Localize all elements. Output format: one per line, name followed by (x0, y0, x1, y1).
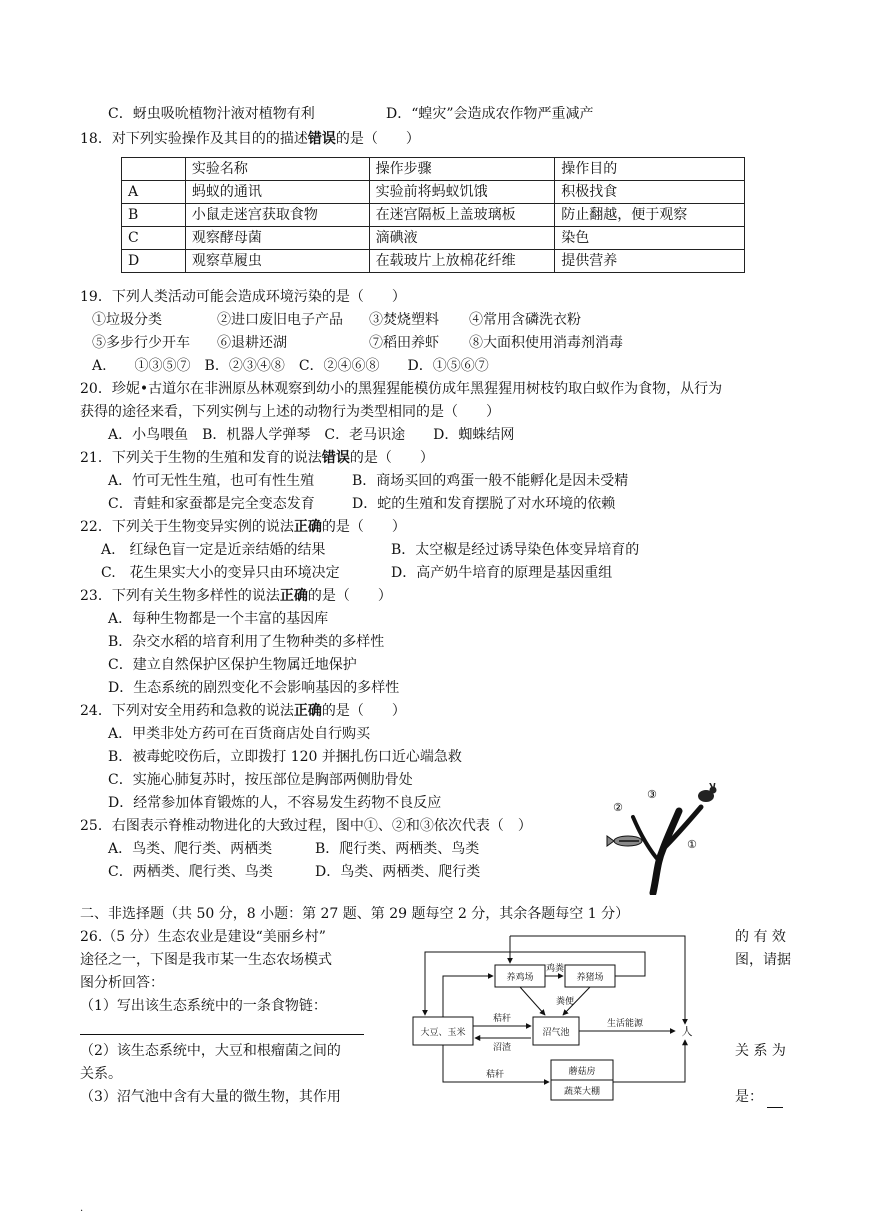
q22-option-b: B．太空椒是经过诱导染色体变异培育的 (391, 542, 640, 558)
table-cell: 在迷宫隔板上盖玻璃板 (369, 204, 555, 227)
q20-stem-line2: 获得的途径来看，下列实例与上述的动物行为类型相同的是（ ） (80, 404, 500, 420)
q24-option: A．甲类非处方药可在百货商店处自行购买 (108, 726, 371, 742)
table-cell: B (122, 204, 186, 227)
label-biogas-pit: 沼气池 (542, 1028, 570, 1038)
fish-icon (607, 836, 642, 846)
q26-line: 图分析回答： (80, 975, 164, 991)
table-cell: 观察酵母菌 (185, 227, 369, 250)
label-vegetable-greenhouse: 蔬菜大棚 (563, 1087, 601, 1097)
table-cell: 操作目的 (555, 158, 745, 181)
table-header-row (122, 158, 745, 181)
q20-options: A．小鸟喂鱼 B．机器人学弹琴 C．老马识途 D．蜘蛛结网 (108, 427, 515, 443)
q25-option-a: A．鸟类、爬行类、两栖类 (108, 841, 273, 857)
label-chicken-farm: 养鸡场 (506, 973, 534, 983)
table-row (122, 250, 745, 273)
q21-option-d: D．蛇的生殖和发育摆脱了对水环境的依赖 (352, 496, 616, 512)
q19-item: ⑧大面积使用消毒剂消毒 (469, 335, 623, 351)
label-living-energy: 生活能源 (606, 1019, 644, 1029)
label-residue: 沼渣 (492, 1043, 512, 1053)
q26-question-2: （2）该生态系统中，大豆和根瘤菌之间的 (80, 1043, 341, 1059)
q22-option-a: A. 红绿色盲一定是近亲结婚的结果 (101, 542, 326, 558)
q26-question-3: （3）沼气池中含有大量的微生物，其作用 (80, 1089, 341, 1105)
q24-stem: 24．下列对安全用药和急救的说法正确的是（ ） (80, 703, 406, 719)
table-cell: 操作步骤 (369, 158, 555, 181)
q19-item: ⑦稻田养虾 (369, 335, 439, 351)
figure-label-3: ③ (647, 788, 657, 801)
evolution-tree-figure (605, 783, 735, 895)
q19-item: ①垃圾分类 (92, 312, 162, 328)
q19-item: ⑤多步行少开车 (92, 335, 190, 351)
table-cell: 防止翻越，便于观察 (555, 204, 745, 227)
q23-option: B．杂交水稻的培育利用了生物种类的多样性 (108, 634, 385, 650)
table-cell (122, 158, 186, 181)
table-cell: 实验名称 (185, 158, 369, 181)
q21-option-a: A．竹可无性生殖，也可有性生殖 (108, 473, 315, 489)
table-row (122, 227, 745, 250)
q17-option-c: C．蚜虫吸吮植物汁液对植物有利 (108, 106, 315, 122)
table-cell: 实验前将蚂蚁饥饿 (369, 181, 555, 204)
q17-option-d: D．“蝗灾”会造成农作物严重减产 (386, 106, 594, 122)
q20-stem-line1: 20．珍妮•古道尔在非洲原丛林观察到幼小的黑猩猩能模仿成年黑猩猩用树枝钓取白蚁作为食物，从行为 (80, 381, 723, 397)
q19-item: ⑥退耕还湖 (217, 335, 287, 351)
q23-stem: 23．下列有关生物多样性的说法正确的是（ ） (80, 588, 392, 604)
q18-table (121, 157, 745, 273)
label-pig-farm: 养猪场 (576, 973, 604, 983)
label-crops: 大豆、玉米 (420, 1028, 466, 1038)
q25-option-c: C．两栖类、爬行类、鸟类 (108, 864, 273, 880)
figure-label-2: ② (613, 801, 623, 814)
q19-stem: 19．下列人类活动可能会造成环境污染的是（ ） (80, 289, 406, 305)
tree-trunk (653, 811, 679, 893)
table-row (122, 181, 745, 204)
footer-dot: . (80, 1203, 84, 1214)
q26-line: 关系。 (80, 1066, 122, 1082)
table-cell: D (122, 250, 186, 273)
q26-line-right: 的 有 效 (735, 929, 786, 945)
table-cell: C (122, 227, 186, 250)
label-straw: 秸秆 (492, 1014, 512, 1024)
q22-option-c: C. 花生果实大小的变异只由环境决定 (101, 565, 340, 581)
q23-option: D．生态系统的剧烈变化不会影响基因的多样性 (108, 680, 400, 696)
table-row (122, 204, 745, 227)
q23-option: C．建立自然保护区保护生物属迁地保护 (108, 657, 357, 673)
figure-label-1: ① (687, 838, 697, 851)
q18-stem: 18．对下列实验操作及其目的的描述错误的是（ ） (80, 131, 420, 147)
q26-question-1: （1）写出该生态系统中的一条食物链： (80, 998, 327, 1014)
q21-stem: 21．下列关于生物的生殖和发育的说法错误的是（ ） (80, 450, 434, 466)
table-cell: 观察草履虫 (185, 250, 369, 273)
table-cell: 染色 (555, 227, 745, 250)
q19-item: ②进口废旧电子产品 (217, 312, 343, 328)
q19-options: A. ①③⑤⑦ B．②③④⑧ C．②④⑥⑧ D．①⑤⑥⑦ (92, 358, 489, 374)
table-cell: 积极找食 (555, 181, 745, 204)
label-mushroom-house: 蘑菇房 (568, 1067, 596, 1077)
label-straw-2: 秸秆 (485, 1070, 505, 1080)
q19-item: ③焚烧塑料 (369, 312, 439, 328)
label-manure: 粪便 (555, 997, 575, 1007)
q22-option-d: D．高产奶牛培育的原理是基因重组 (391, 565, 613, 581)
table-cell: 蚂蚁的通讯 (185, 181, 369, 204)
answer-blank (767, 1087, 783, 1108)
q25-option-d: D．鸟类、两栖类、爬行类 (315, 864, 481, 880)
q24-option: C．实施心肺复苏时，按压部位是胸部两侧肋骨处 (108, 772, 413, 788)
q23-option: A．每种生物都是一个丰富的基因库 (108, 611, 329, 627)
label-chicken-manure: 鸡粪 (545, 964, 565, 974)
answer-blank-line (80, 1034, 364, 1035)
q26-line: 途径之一，下图是我市某一生态农场模式 (80, 952, 332, 968)
label-person: 人 (681, 1025, 693, 1038)
q22-stem: 22．下列关于生物变异实例的说法正确的是（ ） (80, 519, 406, 535)
q25-stem: 25．右图表示脊椎动物进化的大致过程，图中①、②和③依次代表（ ） (80, 818, 532, 834)
table-cell: 提供营养 (555, 250, 745, 273)
table-cell: 小鼠走迷宫获取食物 (185, 204, 369, 227)
q25-option-b: B．爬行类、两栖类、鸟类 (315, 841, 480, 857)
q21-option-b: B．商场买回的鸡蛋一般不能孵化是因未受精 (352, 473, 629, 489)
table-cell: A (122, 181, 186, 204)
q24-option: D．经常参加体育锻炼的人，不容易发生药物不良反应 (108, 795, 442, 811)
q21-option-c: C．青蛙和家蚕都是完全变态发育 (108, 496, 315, 512)
q19-item: ④常用含磷洗衣粉 (469, 312, 581, 328)
q26-line-right: 是： (735, 1087, 783, 1108)
section-heading: 二、非选择题（共 50 分，8 小题：第 27 题、第 29 题每空 2 分，其余各题每空 1 分） (80, 906, 630, 922)
q26-line-right: 图，请据 (735, 952, 791, 968)
table-cell: 在载玻片上放棉花纤维 (369, 250, 555, 273)
table-cell: 滴碘液 (369, 227, 555, 250)
q26-line-right: 关 系 为 (735, 1043, 786, 1059)
q26-line: 26.（5 分）生态农业是建设“美丽乡村” (80, 929, 326, 945)
eco-farm-diagram (405, 932, 700, 1104)
rabbit-icon (698, 783, 717, 802)
q24-option: B．被毒蛇咬伤后，立即拨打 120 并捆扎伤口近心端急救 (108, 749, 462, 765)
